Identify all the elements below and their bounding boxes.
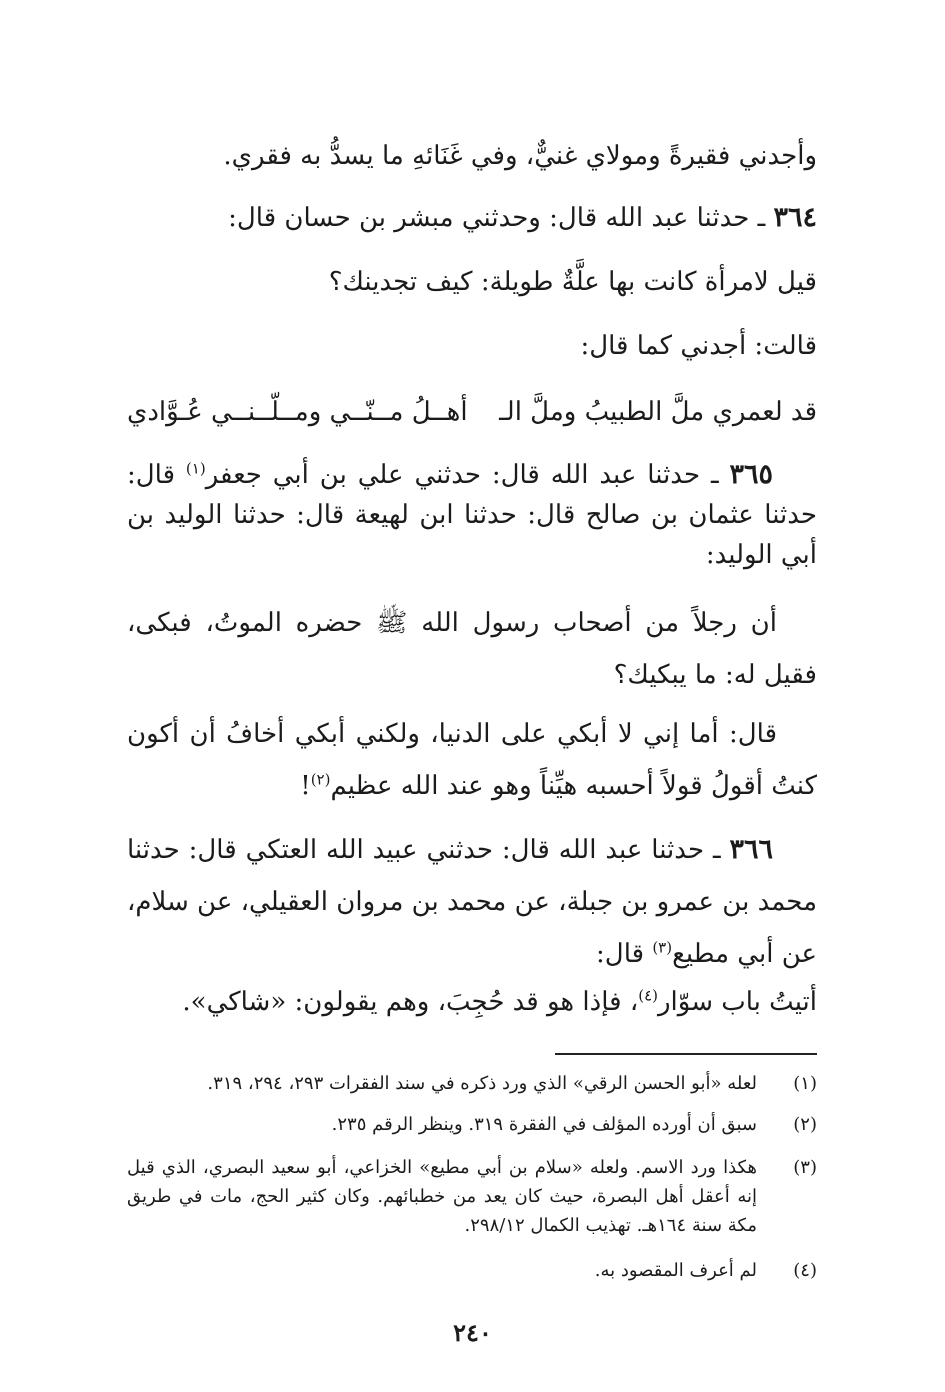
paragraph-366 (127, 824, 817, 974)
paragraph-text: قال: (596, 939, 653, 969)
paragraph-text: ! (300, 771, 311, 801)
paragraph-text: قال: أما إني لا أبكي على الدنيا، ولكني أبكي أخافُ أن أكون كنتُ أقولُ قولاً أحسبه هيِّناً وهو عند الله عظيم (127, 719, 817, 801)
footnote-mark: (٣) (793, 1157, 817, 1178)
footnote-ref: (١) (185, 459, 206, 478)
footnote (127, 1110, 817, 1139)
footnote-ref: (٤) (638, 986, 658, 1005)
paragraph-text: ، فإذا هو قد حُجِبَ، وهم يقولون: «شاكي». (182, 987, 639, 1017)
paragraph-number: ٣٦٦ (729, 834, 773, 865)
paragraph-text: ـ حدثنا عبد الله قال: وحدثني مبشر بن حسان قال: (228, 203, 774, 233)
footnote-text: لم أعرف المقصود به. (594, 1260, 757, 1281)
poetry-verse (127, 392, 817, 436)
footnote-mark: (٢) (793, 1114, 817, 1135)
footnote (127, 1256, 817, 1285)
footnote (127, 1069, 817, 1098)
footnote-mark: (١) (793, 1073, 817, 1094)
body-line: قيل لامرأة كانت بها علَّةٌ طويلة: كيف تجدينك؟ (328, 267, 817, 297)
body-line: قالت: أجدني كما قال: (580, 331, 817, 361)
page-number: ٢٤٠ (453, 1318, 492, 1347)
footnote-ref: (٢) (310, 770, 331, 789)
paragraph-text: ـ حدثنا عبد الله قال: حدثني عبيد الله العتكي قال: حدثنا محمد بن عمرو بن جبلة، عن محمد بن مروان العقيلي، عن سلام، عن أبي مطيع (127, 835, 817, 969)
footnote-text: لعله «أبو الحسن الرقي» الذي ورد ذكره في سند الفقرات ٢٩٣، ٢٩٤، ٣١٩. (207, 1073, 757, 1094)
paragraph-365 (127, 455, 817, 575)
paragraph-364 (228, 198, 817, 238)
paragraph-text: أتيتُ باب سوّار (658, 987, 817, 1017)
footnote-separator (555, 1053, 817, 1055)
body-line: وأجدني فقيرةً ومولاي غنيٌّ، وفي غَنَائهِ ما يسدُّ به فقري. (223, 141, 817, 171)
footnote-text: هكذا ورد الاسم. ولعله «سلام بن أبي مطيع» الخزاعي، أبو سعيد البصري، الذي قيل إنه أعقل أهل البصرة، حيث كان يعد من خطبائهم. وكان كثير الحج، مات في طريق مكة سنة ١٦٤هـ. تهذيب الكمال ٢٩٨/١٢. (127, 1157, 757, 1236)
paragraph-text: ـ حدثنا عبد الله قال: حدثني علي بن أبي جعفر (205, 460, 730, 490)
body-paragraph (127, 708, 817, 801)
footnote (127, 1153, 817, 1240)
footnote-ref: (٣) (652, 938, 673, 957)
footnote-text: سبق أن أورده المؤلف في الفقرة ٣١٩. وينظر الرقم ٢٣٥. (331, 1114, 757, 1135)
verse-second-hemistich: أهــلُ مــنّــي ومــلّــنــي عُـوَّادي (127, 397, 468, 427)
body-line (167, 982, 817, 1022)
footnote-mark: (٤) (793, 1260, 817, 1281)
paragraph-text: قال: حدثنا عثمان بن صالح قال: حدثنا ابن لهيعة قال: حدثنا الوليد بن أبي الوليد: (127, 460, 817, 570)
paragraph-number: ٣٦٥ (729, 459, 773, 490)
verse-first-hemistich: قد لعمري ملَّ الطبيبُ وملَّ الـ (499, 397, 817, 427)
body-paragraph: أن رجلاً من أصحاب رسول الله ﷺ حضره الموتُ، فبكى، فقيل له: ما يبكيك؟ (127, 608, 817, 690)
paragraph-number: ٣٦٤ (773, 202, 817, 233)
